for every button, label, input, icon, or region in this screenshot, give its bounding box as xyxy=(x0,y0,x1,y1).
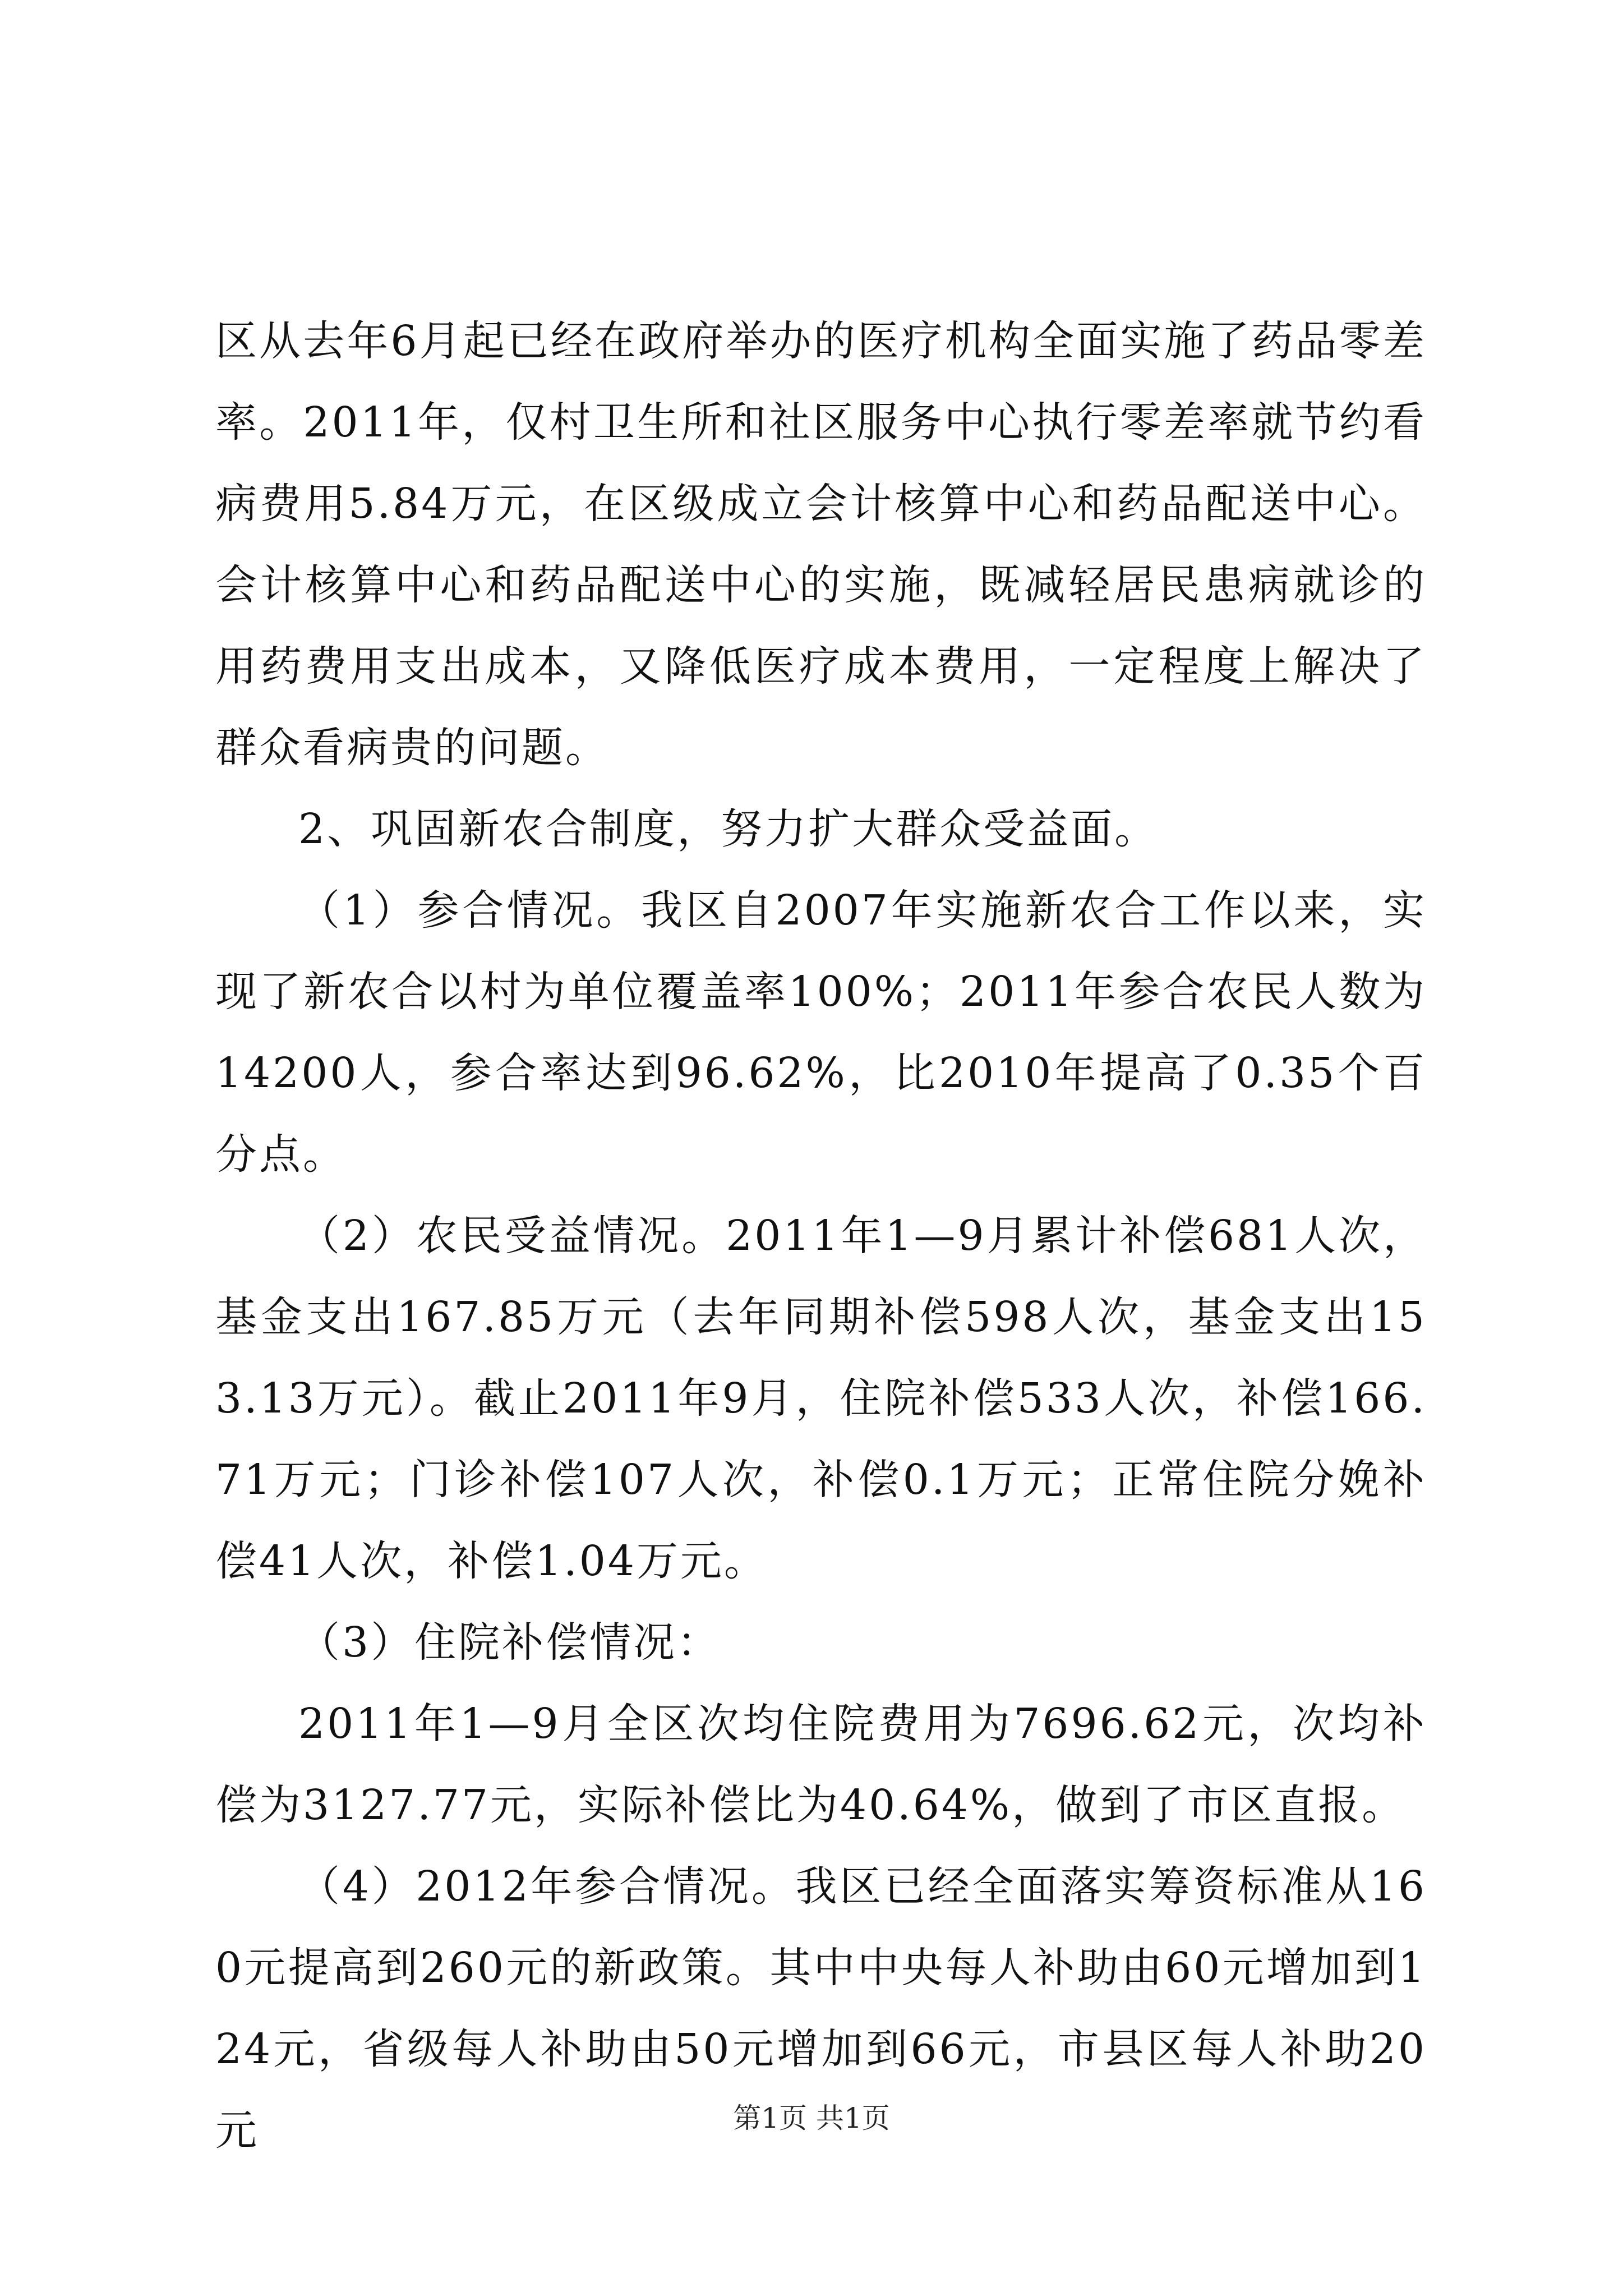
paragraph-farmer-benefits: （2）农民受益情况。2011年1—9月累计补偿681人次，基金支出167.85万元（去年同期补偿598人次，基金支出153.13万元）。截止2011年9月，住院补偿533人次，补偿166.71万元；门诊补偿107人次，补偿0.1万元；正常住院分娩补偿41人次，补偿1.04万元。 xyxy=(215,1212,1427,1585)
paragraph-enrollment-status: （1）参合情况。我区自2007年实施新农合工作以来，实现了新农合以村为单位覆盖率100%；2011年参合农民人数为14200人，参合率达到96.62%，比2010年提高了0.35个百分点。 xyxy=(215,886,1427,1179)
paragraph-section-heading-2: 2、巩固新农合制度，努力扩大群众受益面。 xyxy=(298,805,1159,853)
document-body xyxy=(215,301,1427,2171)
paragraph-2012-enrollment: （4）2012年参合情况。我区已经全面落实筹资标准从160元提高到260元的新政策。其中中央每人补助由60元增加到124元，省级每人补助由50元增加到66元，市县区每人补助20元 xyxy=(215,1862,1427,2155)
page-footer: 第1页 共1页 xyxy=(733,2102,890,2134)
paragraph-hospitalization-heading: （3）住院补偿情况： xyxy=(298,1618,721,1667)
paragraph-zero-markup-policy: 区从去年6月起已经在政府举办的医疗机构全面实施了药品零差率。2011年，仅村卫生所和社区服务中心执行零差率就节约看病费用5.84万元，在区级成立会计核算中心和药品配送中心。会计核算中心和药品配送中心的实施，既减轻居民患病就诊的用药费用支出成本，又降低医疗成本费用，一定程度上解决了群众看病贵的问题。 xyxy=(215,317,1427,772)
paragraph-hospitalization-details: 2011年1—9月全区次均住院费用为7696.62元，次均补偿为3127.77元，实际补偿比为40.64%，做到了市区直报。 xyxy=(215,1700,1427,1829)
